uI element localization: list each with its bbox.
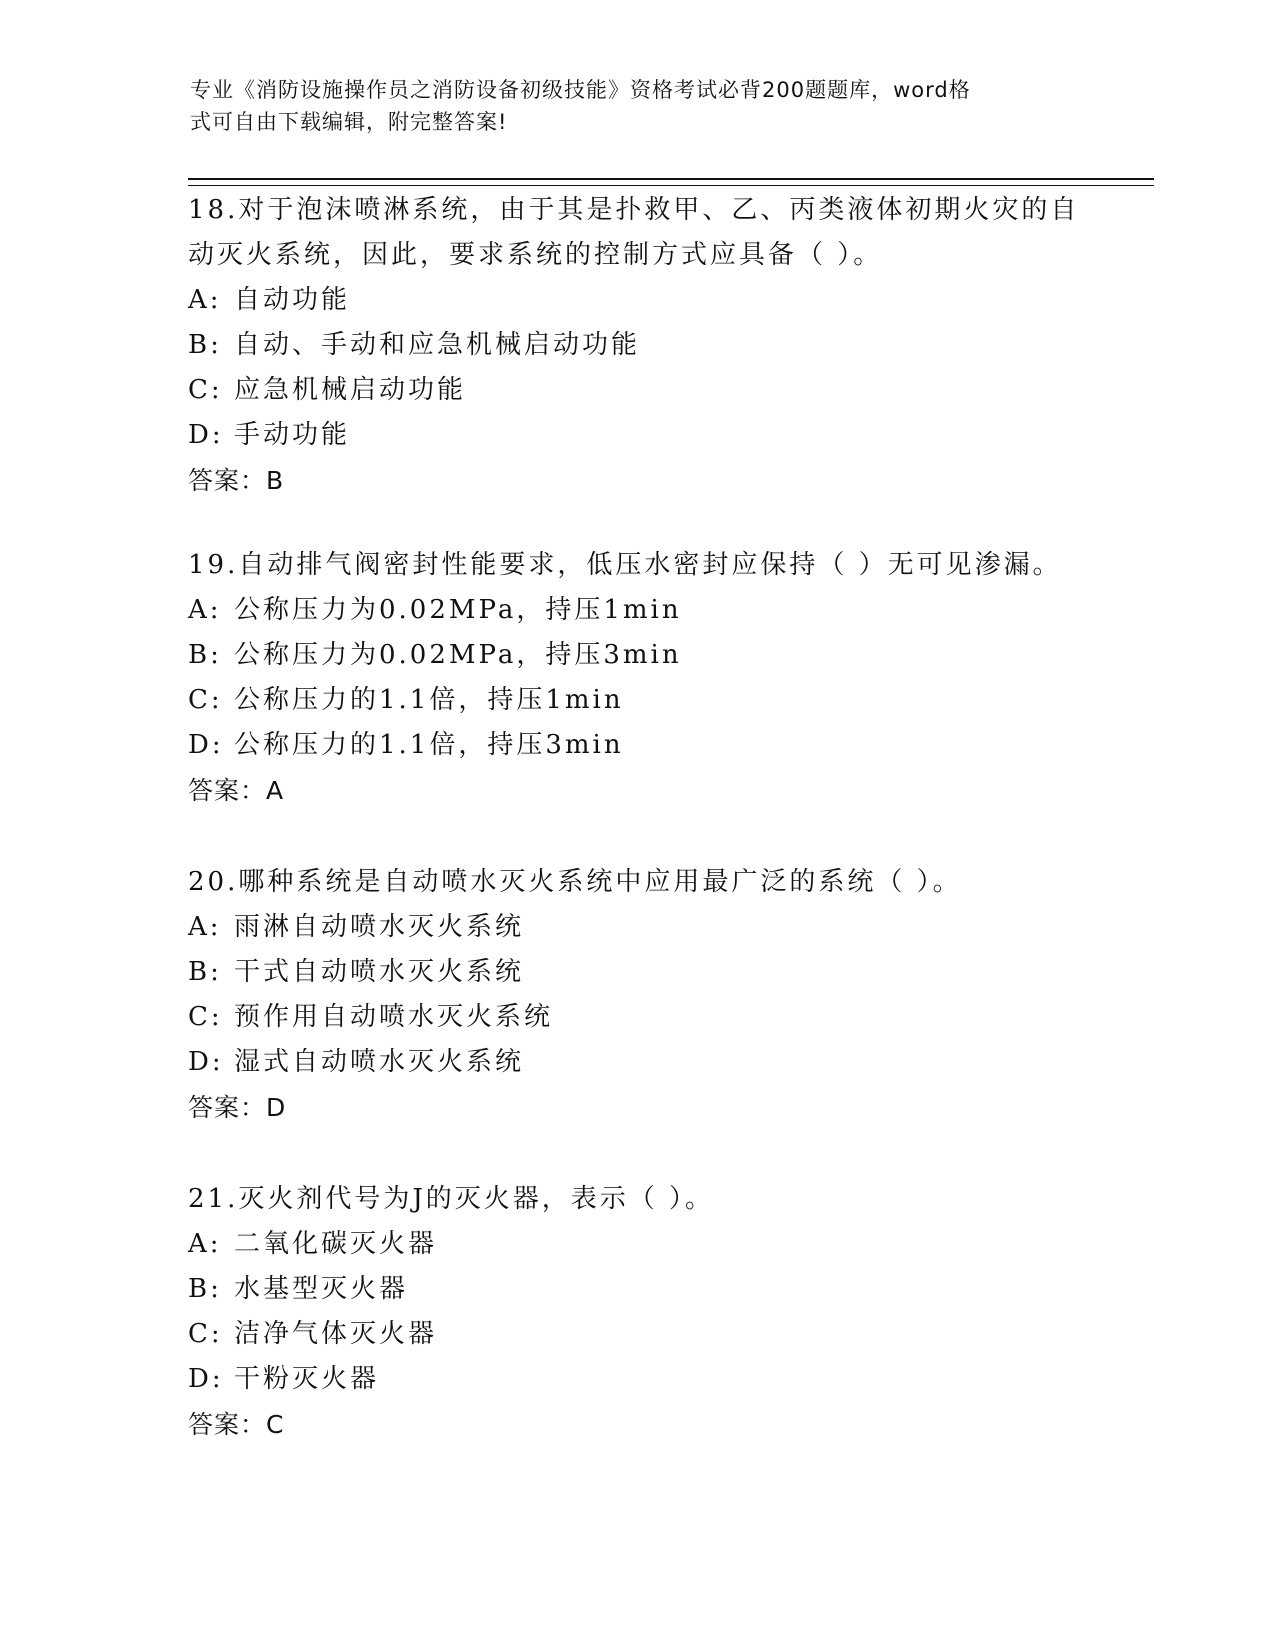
- option-b: [188, 633, 1088, 678]
- option-a: [188, 1222, 1088, 1267]
- answer-line: 答案：C: [188, 1410, 285, 1439]
- option-text: 雨淋自动喷水灭火系统: [234, 912, 525, 942]
- option-c: [188, 1312, 1088, 1357]
- option-b: [188, 323, 1088, 368]
- option-key: C:: [188, 685, 223, 715]
- option-text: 湿式自动喷水灭火系统: [234, 1047, 525, 1077]
- option-text: 公称压力的1.1倍，持压3min: [234, 730, 624, 760]
- option-key: B:: [188, 1274, 222, 1304]
- question-stem: 19.自动排气阀密封性能要求，低压水密封应保持（ ）无可见渗漏。: [188, 550, 1062, 580]
- question-21: [188, 1177, 1088, 1447]
- header-divider: [188, 178, 1154, 186]
- header-line-2: 式可自由下载编辑，附完整答案!: [190, 110, 508, 134]
- question-19: [188, 543, 1088, 813]
- option-text: 干粉灭火器: [234, 1364, 380, 1394]
- header-line-1: 专业《消防设施操作员之消防设备初级技能》资格考试必背200题题库，word格: [190, 78, 971, 102]
- option-b: [188, 950, 1088, 995]
- option-b: [188, 1267, 1088, 1312]
- option-key: D:: [188, 420, 224, 450]
- option-text: 洁净气体灭火器: [234, 1319, 438, 1349]
- option-key: C:: [188, 375, 223, 405]
- option-key: B:: [188, 330, 222, 360]
- option-d: [188, 1357, 1088, 1402]
- option-key: B:: [188, 640, 222, 670]
- option-key: A:: [188, 285, 222, 315]
- option-key: A:: [188, 912, 222, 942]
- document-header: [190, 74, 1090, 138]
- option-text: 自动功能: [234, 285, 351, 315]
- option-text: 自动、手动和应急机械启动功能: [234, 330, 641, 360]
- option-key: C:: [188, 1319, 223, 1349]
- option-a: [188, 278, 1088, 323]
- option-d: [188, 1040, 1088, 1085]
- option-c: [188, 368, 1088, 413]
- option-a: [188, 905, 1088, 950]
- question-18: [188, 188, 1088, 503]
- question-stem: 20.哪种系统是自动喷水灭火系统中应用最广泛的系统（ ）。: [188, 867, 962, 897]
- option-text: 手动功能: [234, 420, 351, 450]
- option-d: [188, 723, 1088, 768]
- option-key: A:: [188, 1229, 222, 1259]
- option-a: [188, 588, 1088, 633]
- question-stem-continued: 动灭火系统，因此，要求系统的控制方式应具备（ ）。: [188, 240, 883, 270]
- answer-line: 答案：B: [188, 466, 285, 495]
- answer-line: 答案：D: [188, 1093, 287, 1122]
- option-d: [188, 413, 1088, 458]
- option-text: 二氧化碳灭火器: [234, 1229, 438, 1259]
- option-text: 应急机械启动功能: [234, 375, 467, 405]
- option-key: A:: [188, 595, 222, 625]
- option-text: 预作用自动喷水灭火系统: [234, 1002, 554, 1032]
- option-c: [188, 995, 1088, 1040]
- option-text: 公称压力的1.1倍，持压1min: [234, 685, 624, 715]
- question-stem: 18.对于泡沫喷淋系统，由于其是扑救甲、乙、丙类液体初期火灾的自: [188, 195, 1080, 225]
- question-20: [188, 860, 1088, 1130]
- option-key: D:: [188, 730, 224, 760]
- option-key: D:: [188, 1364, 224, 1394]
- option-text: 干式自动喷水灭火系统: [234, 957, 525, 987]
- question-stem: 21.灭火剂代号为J的灭火器，表示（ ）。: [188, 1184, 715, 1214]
- option-text: 水基型灭火器: [234, 1274, 409, 1304]
- option-key: D:: [188, 1047, 224, 1077]
- option-key: C:: [188, 1002, 223, 1032]
- option-text: 公称压力为0.02MPa，持压3min: [234, 640, 682, 670]
- answer-line: 答案：A: [188, 776, 285, 805]
- option-text: 公称压力为0.02MPa，持压1min: [234, 595, 682, 625]
- option-c: [188, 678, 1088, 723]
- option-key: B:: [188, 957, 222, 987]
